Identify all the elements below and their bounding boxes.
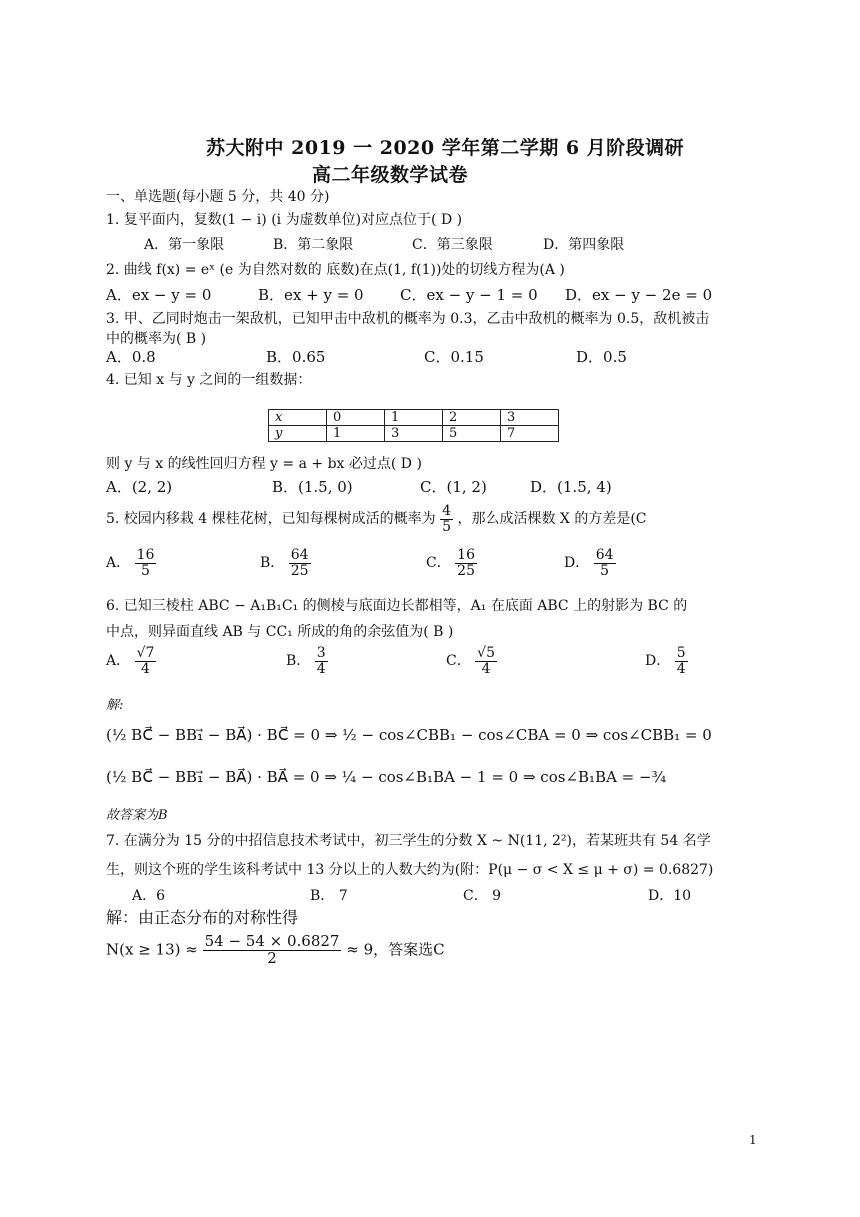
option-label: C． <box>446 653 471 670</box>
q3-stem-line1: 3. 甲、乙同时炮击一架敌机，已知甲击中敌机的概率为 0.3，乙击中敌机的概率为 0.5，敌机被击 <box>106 311 710 327</box>
table-cell: 2 <box>443 410 501 426</box>
option-fraction <box>289 548 311 578</box>
q1-stem: 1. 复平面内，复数(1 − i) (i 为虚数单位)对应点位于( D ) <box>106 212 463 228</box>
option-label: D． <box>564 555 590 572</box>
q7-option-b: B． 7 <box>310 888 348 904</box>
section-heading: 一、单选题(每小题 5 分，共 40 分) <box>106 189 330 205</box>
exam-title-line1: 苏大附中 2019 一 2020 学年第二学期 6 月阶段调研 <box>206 137 685 159</box>
option-fraction <box>675 646 688 676</box>
q6-stem-line1: 6. 已知三棱柱 ABC − A₁B₁C₁ 的侧棱与底面边长都相等，A₁ 在底面 ABC 上的射影为 BC 的 <box>106 598 688 614</box>
q1-option-a: A．第一象限 <box>144 237 225 253</box>
table-row <box>269 410 559 426</box>
fraction-numerator: 5 <box>676 645 686 661</box>
fraction-numerator: 64 <box>595 547 614 563</box>
q6-option-d <box>645 646 688 676</box>
q5-option-a <box>106 548 156 578</box>
fraction-denominator: 5 <box>442 518 451 535</box>
option-fraction <box>135 548 157 578</box>
option-fraction <box>315 646 328 676</box>
table-cell: 0 <box>327 410 385 426</box>
q4-data-table <box>268 409 559 442</box>
fraction-numerator: 54 − 54 × 0.6827 <box>204 932 340 950</box>
q4-option-d: D．(1.5, 4) <box>530 478 612 496</box>
q7-stem-line2: 生，则这个班的学生该科考试中 13 分以上的人数大约为(附：P(μ − σ < X ≤ μ + σ) = 0.6827) <box>106 862 714 878</box>
q7-solution-formula <box>106 934 445 967</box>
fraction-numerator: 64 <box>290 547 309 563</box>
q4-question: 则 y 与 x 的线性回归方程 y = a + bx 必过点( D ) <box>106 456 422 472</box>
formula-fraction <box>203 934 342 967</box>
exam-title-line2: 高二年级数学试卷 <box>312 164 469 186</box>
q2-option-b: B．ex + y = 0 <box>258 286 364 304</box>
q6-option-b <box>286 646 328 676</box>
q2-option-a: A．ex − y = 0 <box>106 286 212 304</box>
fraction-numerator: √5 <box>477 645 495 661</box>
q5-stem <box>106 504 647 534</box>
table-cell: y <box>269 426 327 442</box>
q4-option-b: B．(1.5, 0) <box>272 478 353 496</box>
q1-option-d: D．第四象限 <box>543 237 625 253</box>
q2-stem: 2. 曲线 f(x) = eˣ (e 为自然对数的 底数)在点(1, f(1))处的切线方程为(A ) <box>106 262 565 278</box>
fraction-numerator: 4 <box>442 503 451 519</box>
q6-solution-eq1: (½ BC⃗ − BB₁⃗ − BA⃗) · BC⃗ = 0 ⇒ ½ − cos∠CBB₁ − cos∠CBA = 0 ⇒ cos∠CBB₁ = 0 <box>106 726 712 744</box>
fraction-denominator: 25 <box>457 562 475 579</box>
table-cell: 1 <box>385 410 443 426</box>
q3-option-c: C．0.15 <box>424 348 484 366</box>
fraction-numerator: 3 <box>316 645 326 661</box>
q6-option-a <box>106 646 156 676</box>
page-number: 1 <box>749 1133 757 1147</box>
q1-option-c: C．第三象限 <box>412 237 493 253</box>
fraction-numerator: 16 <box>457 547 475 563</box>
table-cell: 3 <box>385 426 443 442</box>
fraction-denominator: 2 <box>267 948 277 967</box>
q4-option-a: A．(2, 2) <box>106 478 173 496</box>
option-label: D． <box>645 653 671 670</box>
q5-option-c <box>426 548 477 578</box>
q3-option-b: B．0.65 <box>266 348 326 366</box>
option-fraction <box>135 646 157 676</box>
q5-stem-prefix: 5. 校园内移栽 4 棵桂花树，已知每棵树成活的概率为 <box>106 511 436 528</box>
fraction-denominator: 4 <box>316 660 326 677</box>
table-row <box>269 426 559 442</box>
option-label: A． <box>106 653 131 670</box>
q4-stem: 4. 已知 x 与 y 之间的一组数据： <box>106 372 312 388</box>
fraction-denominator: 5 <box>600 562 610 579</box>
q3-stem-line2: 中的概率为( B ) <box>106 331 207 347</box>
formula-prefix: N(x ≥ 13) ≈ <box>106 940 198 959</box>
table-cell: 5 <box>443 426 501 442</box>
fraction-denominator: 4 <box>481 660 491 677</box>
option-label: B． <box>286 653 311 670</box>
fraction-denominator: 4 <box>676 660 686 677</box>
q7-solution-label: 解：由正态分布的对称性得 <box>106 908 299 927</box>
q2-option-d: D．ex − y − 2e = 0 <box>565 286 713 304</box>
option-fraction <box>475 646 497 676</box>
q4-option-c: C．(1, 2) <box>420 478 487 496</box>
q7-stem-line1: 7. 在满分为 15 分的中招信息技术考试中，初三学生的分数 X ~ N(11, 2²)，若某班共有 54 名学 <box>106 833 711 849</box>
option-label: C． <box>426 555 451 572</box>
option-label: B． <box>260 555 285 572</box>
q6-conclusion: 故答案为B <box>106 808 168 823</box>
fraction-denominator: 5 <box>141 562 150 579</box>
q6-solution-label: 解: <box>106 698 124 713</box>
table-cell: 3 <box>501 410 559 426</box>
table-cell: x <box>269 410 327 426</box>
q6-solution-eq2: (½ BC⃗ − BB₁⃗ − BA⃗) · BA⃗ = 0 ⇒ ¼ − cos∠B₁BA − 1 = 0 ⇒ cos∠B₁BA = −¾ <box>106 768 667 786</box>
q3-option-d: D．0.5 <box>576 348 627 366</box>
fraction-numerator: 16 <box>136 547 155 563</box>
q5-stem-suffix: ，那么成活棵数 X 的方差是(C <box>457 511 647 528</box>
option-fraction <box>594 548 616 578</box>
formula-suffix: ≈ 9，答案选C <box>346 940 445 959</box>
q6-option-c <box>446 646 497 676</box>
fraction-denominator: 25 <box>290 562 309 579</box>
option-label: A． <box>106 555 131 572</box>
table-cell: 7 <box>501 426 559 442</box>
fraction-denominator: 4 <box>141 660 150 677</box>
q3-option-a: A．0.8 <box>106 348 156 366</box>
option-fraction <box>455 548 477 578</box>
q5-probability-fraction <box>440 504 453 534</box>
q5-option-b <box>260 548 311 578</box>
q2-option-c: C．ex − y − 1 = 0 <box>400 286 538 304</box>
q5-option-d <box>564 548 616 578</box>
q1-option-b: B．第二象限 <box>273 237 354 253</box>
fraction-numerator: √7 <box>136 645 155 661</box>
q6-stem-line2: 中点，则异面直线 AB 与 CC₁ 所成的角的余弦值为( B ) <box>106 624 454 640</box>
q7-option-c: C． 9 <box>463 888 502 904</box>
table-cell: 1 <box>327 426 385 442</box>
q7-option-d: D．10 <box>648 888 692 904</box>
q7-option-a: A．6 <box>132 888 166 904</box>
